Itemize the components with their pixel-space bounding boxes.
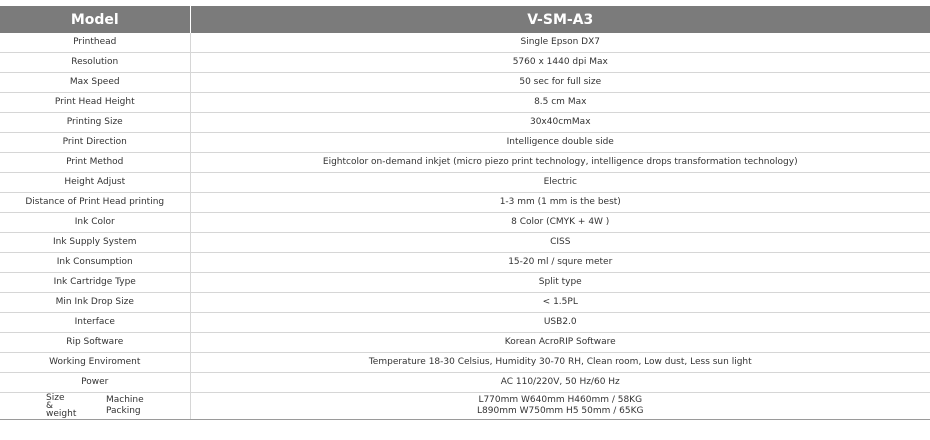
table-row bbox=[0, 373, 930, 393]
row-value: 8.5 cm Max bbox=[190, 93, 930, 113]
row-value: CISS bbox=[190, 233, 930, 253]
table-row bbox=[0, 313, 930, 333]
table-row bbox=[0, 73, 930, 93]
header-model: Model bbox=[0, 6, 190, 33]
table-row bbox=[0, 253, 930, 273]
machine-label: Machine bbox=[106, 395, 144, 406]
table-row bbox=[0, 133, 930, 153]
size-weight-label bbox=[0, 394, 86, 418]
row-label: Max Speed bbox=[0, 73, 190, 93]
table-row bbox=[0, 293, 930, 313]
header-model-value: V-SM-A3 bbox=[190, 6, 930, 33]
row-label: Height Adjust bbox=[0, 173, 190, 193]
size-label: Size bbox=[46, 394, 86, 402]
row-label: Power bbox=[0, 373, 190, 393]
row-value: Intelligence double side bbox=[190, 133, 930, 153]
row-value: Temperature 18-30 Celsius, Humidity 30-70 RH, Clean room, Low dust, Less sun light bbox=[190, 353, 930, 373]
table-row bbox=[0, 33, 930, 53]
size-weight-row bbox=[0, 393, 930, 420]
row-label: Interface bbox=[0, 313, 190, 333]
row-label: Print Direction bbox=[0, 133, 190, 153]
row-label: Ink Consumption bbox=[0, 253, 190, 273]
table-row bbox=[0, 93, 930, 113]
row-label: Min Ink Drop Size bbox=[0, 293, 190, 313]
row-value: Electric bbox=[190, 173, 930, 193]
row-value: 15-20 ml / squre meter bbox=[190, 253, 930, 273]
row-label: Print Method bbox=[0, 153, 190, 173]
row-value: USB2.0 bbox=[190, 313, 930, 333]
row-label: Printing Size bbox=[0, 113, 190, 133]
table-row bbox=[0, 173, 930, 193]
row-value: Eightcolor on-demand inkjet (micro piezo print technology, intelligence drops transformation technology) bbox=[190, 153, 930, 173]
row-label: Printhead bbox=[0, 33, 190, 53]
table-row bbox=[0, 333, 930, 353]
table-row bbox=[0, 153, 930, 173]
packing-label: Packing bbox=[106, 406, 144, 417]
row-label: Rip Software bbox=[0, 333, 190, 353]
row-value: < 1.5PL bbox=[190, 293, 930, 313]
row-label: Working Enviroment bbox=[0, 353, 190, 373]
spec-table bbox=[0, 6, 930, 420]
row-label: Print Head Height bbox=[0, 93, 190, 113]
packing-value: L890mm W750mm H5 50mm / 65KG bbox=[191, 406, 930, 417]
machine-value: L770mm W640mm H460mm / 58KG bbox=[191, 395, 930, 406]
size-weight-value-cell bbox=[190, 393, 930, 420]
amp-label: & bbox=[46, 402, 86, 410]
row-value: 8 Color (CMYK + 4W ) bbox=[190, 213, 930, 233]
row-value: Korean AcroRIP Software bbox=[190, 333, 930, 353]
row-label: Ink Cartridge Type bbox=[0, 273, 190, 293]
table-row bbox=[0, 113, 930, 133]
table-header-row bbox=[0, 6, 930, 33]
table-row bbox=[0, 213, 930, 233]
table-row bbox=[0, 53, 930, 73]
size-weight-label-cell bbox=[0, 393, 190, 420]
row-label: Resolution bbox=[0, 53, 190, 73]
row-label: Distance of Print Head printing bbox=[0, 193, 190, 213]
row-label: Ink Color bbox=[0, 213, 190, 233]
row-value: 50 sec for full size bbox=[190, 73, 930, 93]
weight-label: weight bbox=[46, 410, 86, 418]
table-row bbox=[0, 233, 930, 253]
row-value: Split type bbox=[190, 273, 930, 293]
size-weight-sublabels bbox=[86, 395, 144, 417]
table-row bbox=[0, 273, 930, 293]
table-row bbox=[0, 193, 930, 213]
table-row bbox=[0, 353, 930, 373]
row-value: 5760 x 1440 dpi Max bbox=[190, 53, 930, 73]
row-value: Single Epson DX7 bbox=[190, 33, 930, 53]
row-value: 1-3 mm (1 mm is the best) bbox=[190, 193, 930, 213]
row-value: 30x40cmMax bbox=[190, 113, 930, 133]
row-label: Ink Supply System bbox=[0, 233, 190, 253]
row-value: AC 110/220V, 50 Hz/60 Hz bbox=[190, 373, 930, 393]
